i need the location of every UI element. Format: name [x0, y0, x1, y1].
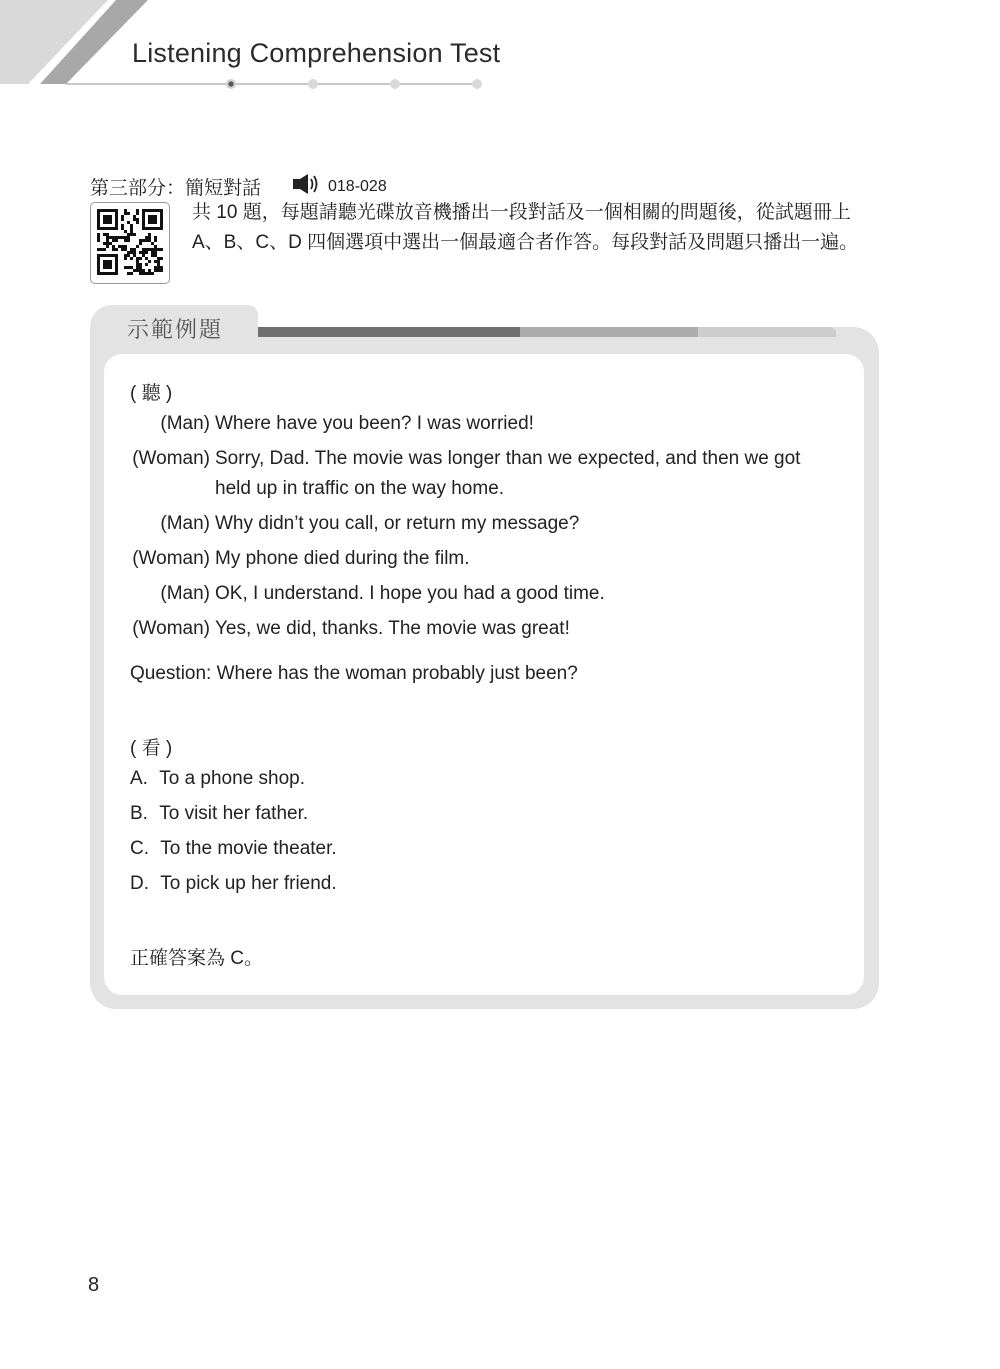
correct-answer: 正確答案為 C。: [130, 948, 264, 969]
dialogue-line: My phone died during the film.: [215, 548, 470, 569]
option-b[interactable]: [130, 803, 308, 825]
option-text: To the movie theater.: [160, 838, 337, 859]
section-instructions: [192, 198, 892, 258]
tab-bar-light: [698, 327, 836, 337]
instructions-line-2: A、B、C、D 四個選項中選出一個最適合者作答。每段對話及問題只播出一遍。: [192, 232, 859, 253]
instructions-line-1: 共 10 題，每題請聽光碟放音機播出一段對話及一個相關的問題後，從試題冊上: [192, 202, 851, 223]
dialogue-speaker: (Woman): [132, 548, 210, 569]
option-c[interactable]: [130, 838, 337, 860]
qr-code[interactable]: [90, 202, 170, 284]
dialogue-line: Yes, we did, thanks. The movie was great!: [215, 618, 570, 639]
example-tab-label: 示範例題: [127, 317, 224, 342]
dialogue-speaker: (Woman): [132, 448, 210, 469]
dialogue-line: Why didn’t you call, or return my message?: [215, 513, 580, 534]
dialogue-speaker: (Woman): [132, 618, 210, 639]
section-heading: 第三部分：簡短對話: [90, 178, 262, 199]
tab-bar-dark: [258, 327, 530, 337]
dialogue-speaker: (Man): [160, 513, 210, 534]
option-letter: A.: [130, 768, 148, 789]
listen-label: ( 聽 ): [130, 383, 173, 404]
dialogue-line: Sorry, Dad. The movie was longer than we expected, and then we got: [215, 448, 801, 469]
qr-code-pattern: [97, 209, 163, 275]
page-number: 8: [88, 1274, 100, 1296]
tab-bar-mid: [520, 327, 704, 337]
audio-track[interactable]: [292, 173, 387, 200]
dialogue-speaker: (Man): [160, 413, 210, 434]
option-d[interactable]: [130, 873, 337, 895]
option-text: To a phone shop.: [159, 768, 306, 789]
example-question: Question: Where has the woman probably just been?: [130, 663, 578, 684]
dialogue-line: OK, I understand. I hope you had a good time.: [215, 583, 605, 604]
page-header-title: Listening Comprehension Test: [132, 38, 501, 68]
option-text: To pick up her friend.: [160, 873, 337, 894]
option-letter: C.: [130, 838, 149, 859]
option-text: To visit her father.: [159, 803, 309, 824]
speaker-icon[interactable]: [292, 173, 322, 200]
look-label: ( 看 ): [130, 738, 173, 759]
dialogue-speaker: (Man): [160, 583, 210, 604]
dialogue-line: held up in traffic on the way home.: [215, 478, 505, 499]
option-letter: B.: [130, 803, 148, 824]
audio-track-code: 018-028: [328, 177, 387, 195]
option-letter: D.: [130, 873, 149, 894]
option-a[interactable]: [130, 768, 305, 790]
dialogue-line: Where have you been? I was worried!: [215, 413, 534, 434]
